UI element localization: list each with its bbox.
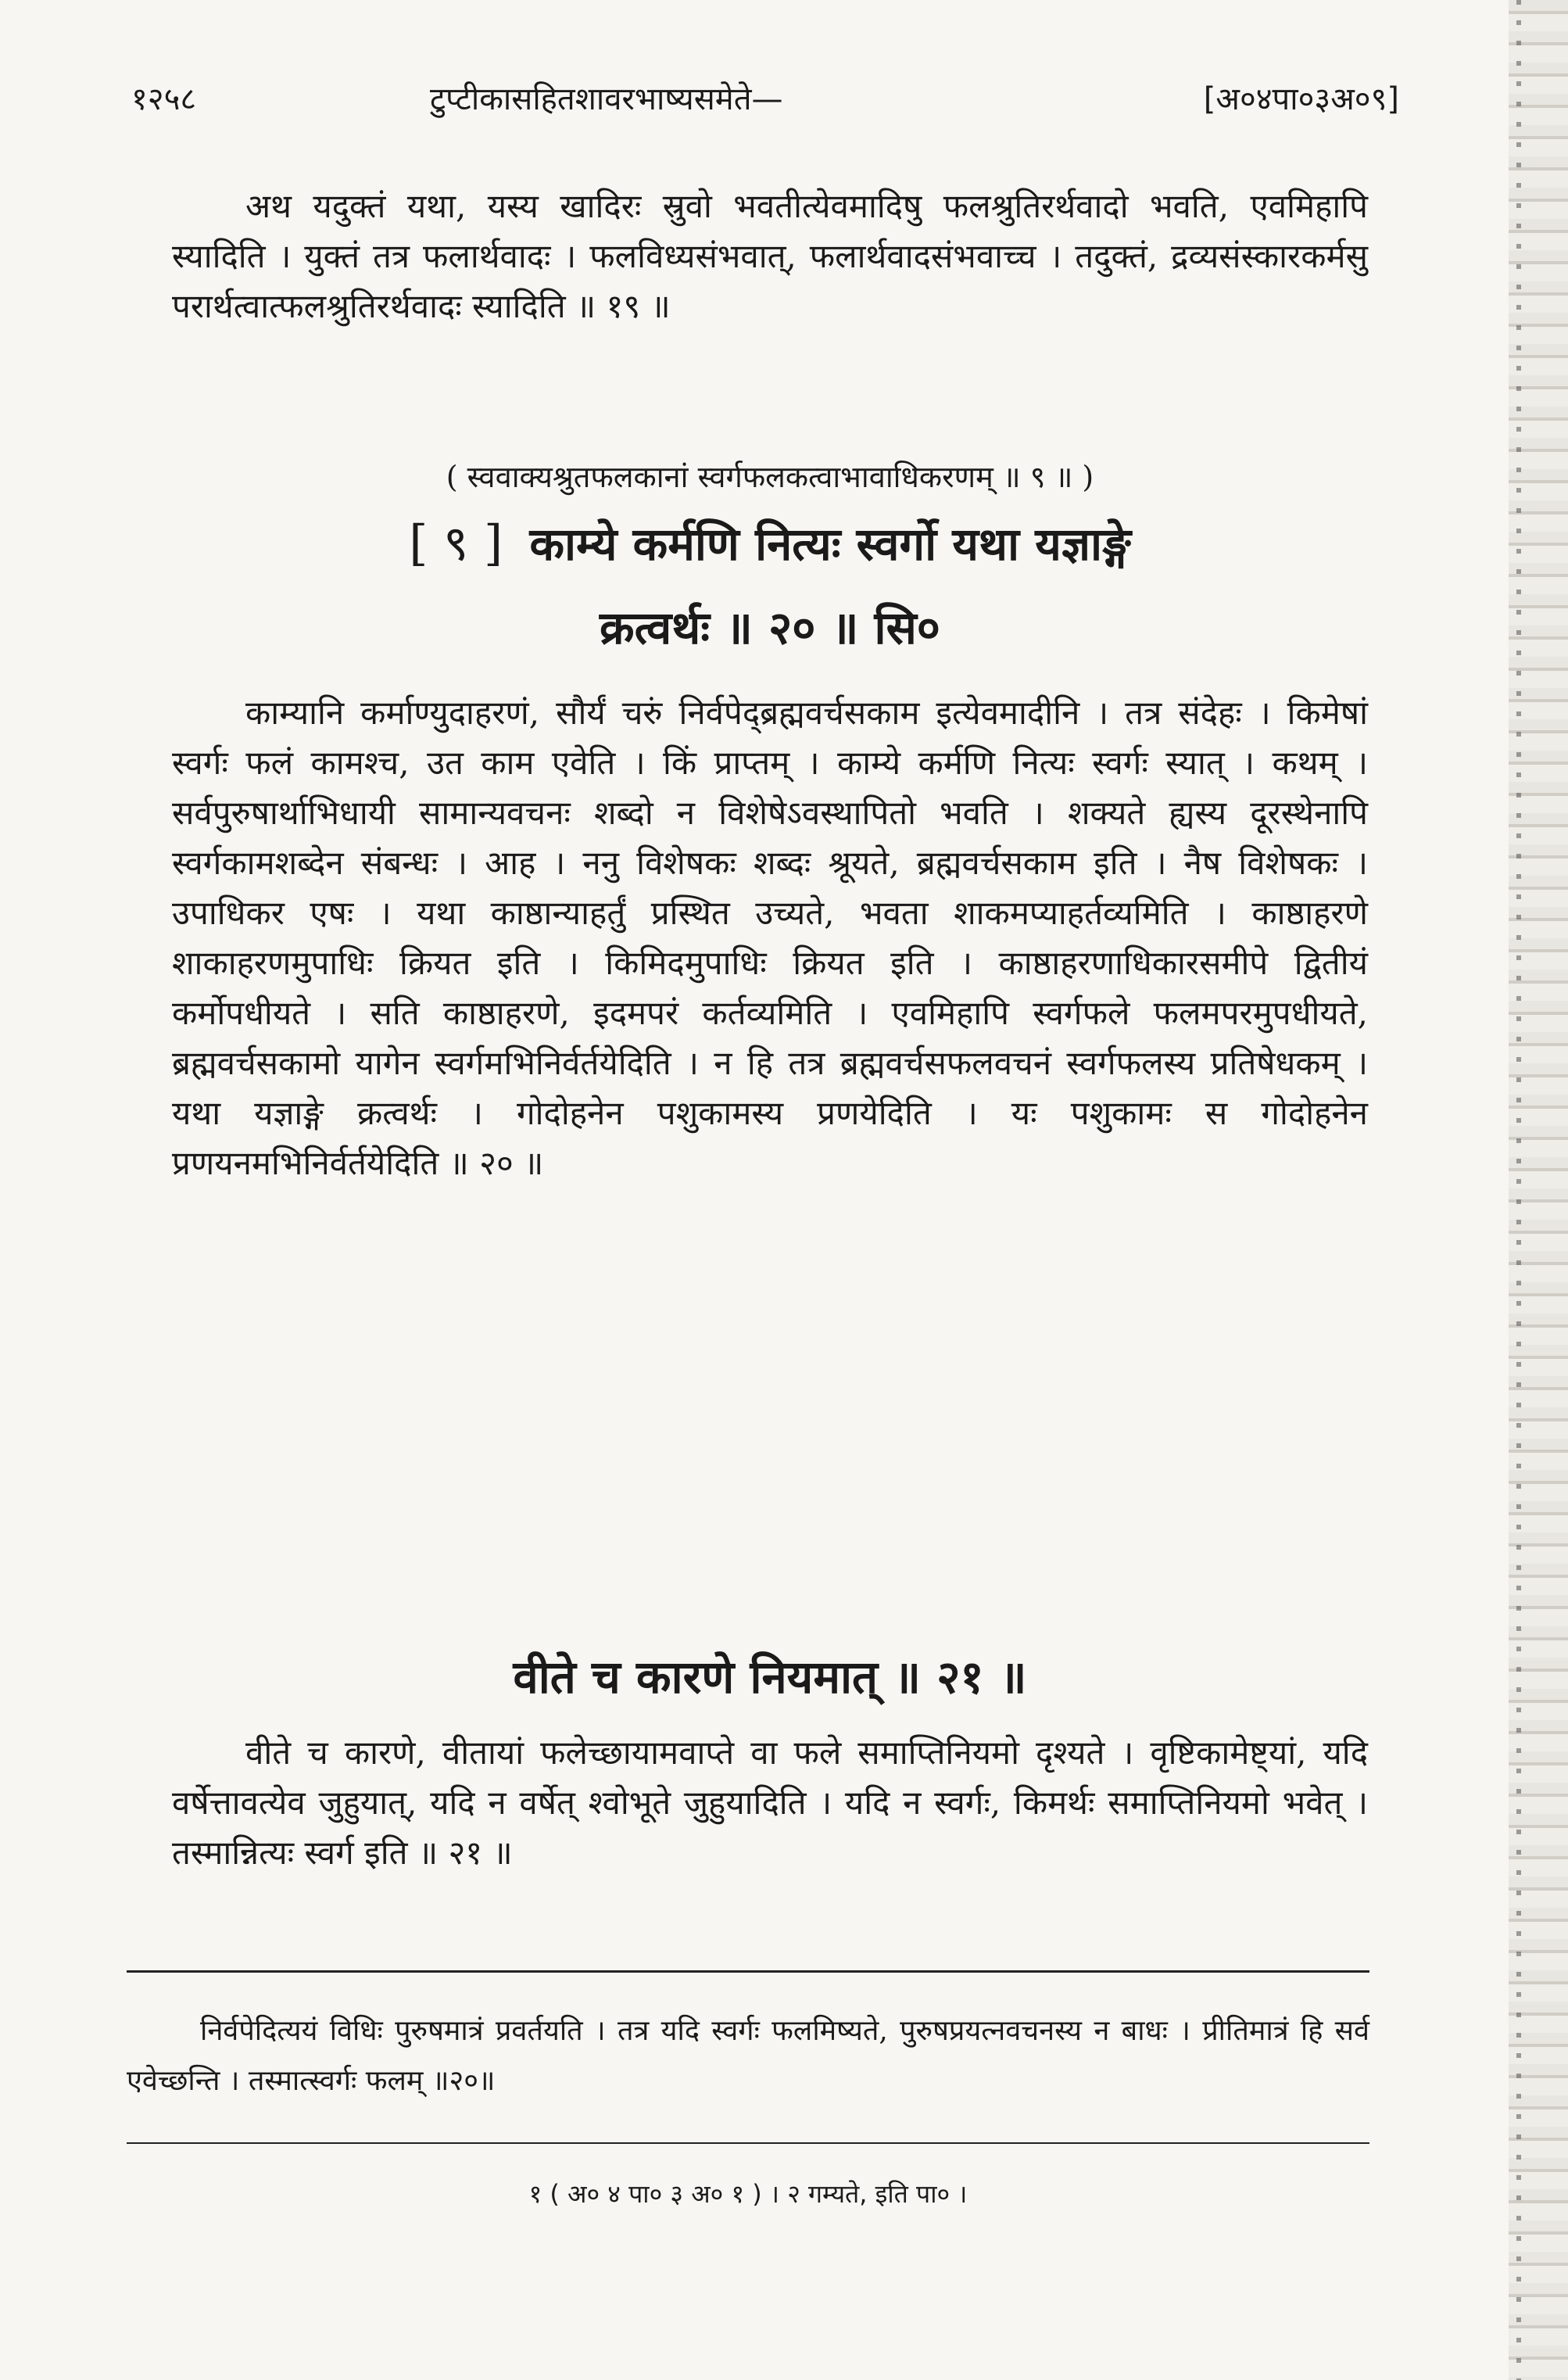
section-reference: [अ०४पा०३अ०९] [1203, 81, 1399, 117]
sutra-21: वीते च कारणे नियमात् ॥ २१ ॥ [513, 1651, 1027, 1704]
paragraph-bhashya-20: काम्यानि कर्माण्युदाहरणं, सौर्यं चरुं निर्वपेद्ब्रह्मवर्चसकाम इत्येवमादीनि । तत्र संदेहः । किमेषां स्वर्गः फलं कामश्च, उत काम एवेति । किं प्राप्तम् । काम्ये कर्मणि नित्यः स्वर्गः स्यात् । कथम् । सर्वपुरुषार्थाभिधायी सामान्यवचनः शब्दो न विशेषेऽवस्थापितो भवति । शक्यते ह्यस्य दूरस्थेनापि स्वर्गकामशब्देन संबन्धः । आह । ननु विशेषकः शब्दः श्रूयते, ब्रह्मवर्चसकाम इति । नैष विशेषकः । उपाधिकर एषः । यथा काष्ठान्याहर्तुं प्रस्थित उच्यते, भवता शाकमप्याहर्तव्यमिति । काष्ठाहरणे शाकाहरणमुपाधिः क्रियत इति । किमिदमुपाधिः क्रियत इति । काष्ठाहरणाधिकारसमीपे द्वितीयं कर्मोपधीयते । सति काष्ठाहरणे, इदमपरं कर्तव्यमिति । एवमिहापि स्वर्गफले फलमपरमुपधीयते, ब्रह्मवर्चसकामो यागेन स्वर्गमभिनिर्वर्तयेदिति । न हि तत्र ब्रह्मवर्चसफलवचनं स्वर्गफलस्य प्रतिषेधकम् । यथा यज्ञाङ्गे क्रत्वर्थः । गोदोहनेन पशुकामस्य प्रणयेदिति । यः पशुकामः स गोदोहनेन प्रणयनमभिनिर्वर्तयेदिति ॥ २० ॥ [172, 694, 1368, 1182]
footnote-tika: निर्वपेदित्ययं विधिः पुरुषमात्रं प्रवर्तयति । तत्र यदि स्वर्गः फलमिष्यते, पुरुषप्रयत्नवचनस्य न बाधः । प्रीतिमात्रं हि सर्व एवेच्छन्ति । तस्मात्स्वर्गः फलम् ॥२०॥ [127, 2015, 1369, 2097]
header-title: टुप्टीकासहितशावरभाष्यसमेते— [430, 81, 783, 117]
adhikarana-heading: ( स्ववाक्यश्रुतफलकानां स्वर्गफलकत्वाभावाधिकरणम् ॥ ९ ॥ ) [446, 460, 1094, 494]
sutra-20-text: काम्ये कर्मणि नित्यः स्वर्गो यथा यज्ञाङ्गे [529, 518, 1131, 571]
paragraph-bhashya-21: वीते च कारणे, वीतायां फलेच्छायामवाप्ते वा फले समाप्तिनियमो दृश्यते । वृष्टिकामेष्ट्यां, यदि वर्षेत्तावत्येव जुहुयात्, यदि न वर्षेत् श्वोभूते जुहुयादिति । यदि न स्वर्गः, किमर्थः समाप्तिनियमो भवेत् । तस्मान्नित्यः स्वर्ग इति ॥ २१ ॥ [172, 1733, 1368, 1872]
running-header [117, 72, 1399, 127]
footnote-divider-2 [127, 2142, 1369, 2144]
adhikarana-number: [ ९ ] [409, 514, 503, 572]
paragraph-bhashya-19: अथ यदुक्तं यथा, यस्य खादिरः स्रुवो भवतीत्येवमादिषु फलश्रुतिरर्थवादो भवति, एवमिहापि स्यादिति । युक्तं तत्र फलार्थवादः । फलविध्यसंभवात्, फलार्थवादसंभवाच्च । तदुक्तं, द्रव्यसंस्कारकर्मसु परार्थत्वात्फलश्रुतिरर्थवादः स्यादिति ॥ १९ ॥ [172, 187, 1368, 325]
page-number: १२५८ [131, 81, 197, 117]
scanned-page-edge [1509, 0, 1568, 2380]
sutra-20 [172, 508, 1368, 579]
footnote-references: १ ( अ० ४ पा० ३ अ० १ ) । २ गम्यते, इति पा० । [528, 2179, 968, 2209]
sutra-20-continuation: क्रत्वर्थः ॥ २० ॥ सि० [600, 601, 940, 654]
footnote-divider [127, 1970, 1369, 1973]
